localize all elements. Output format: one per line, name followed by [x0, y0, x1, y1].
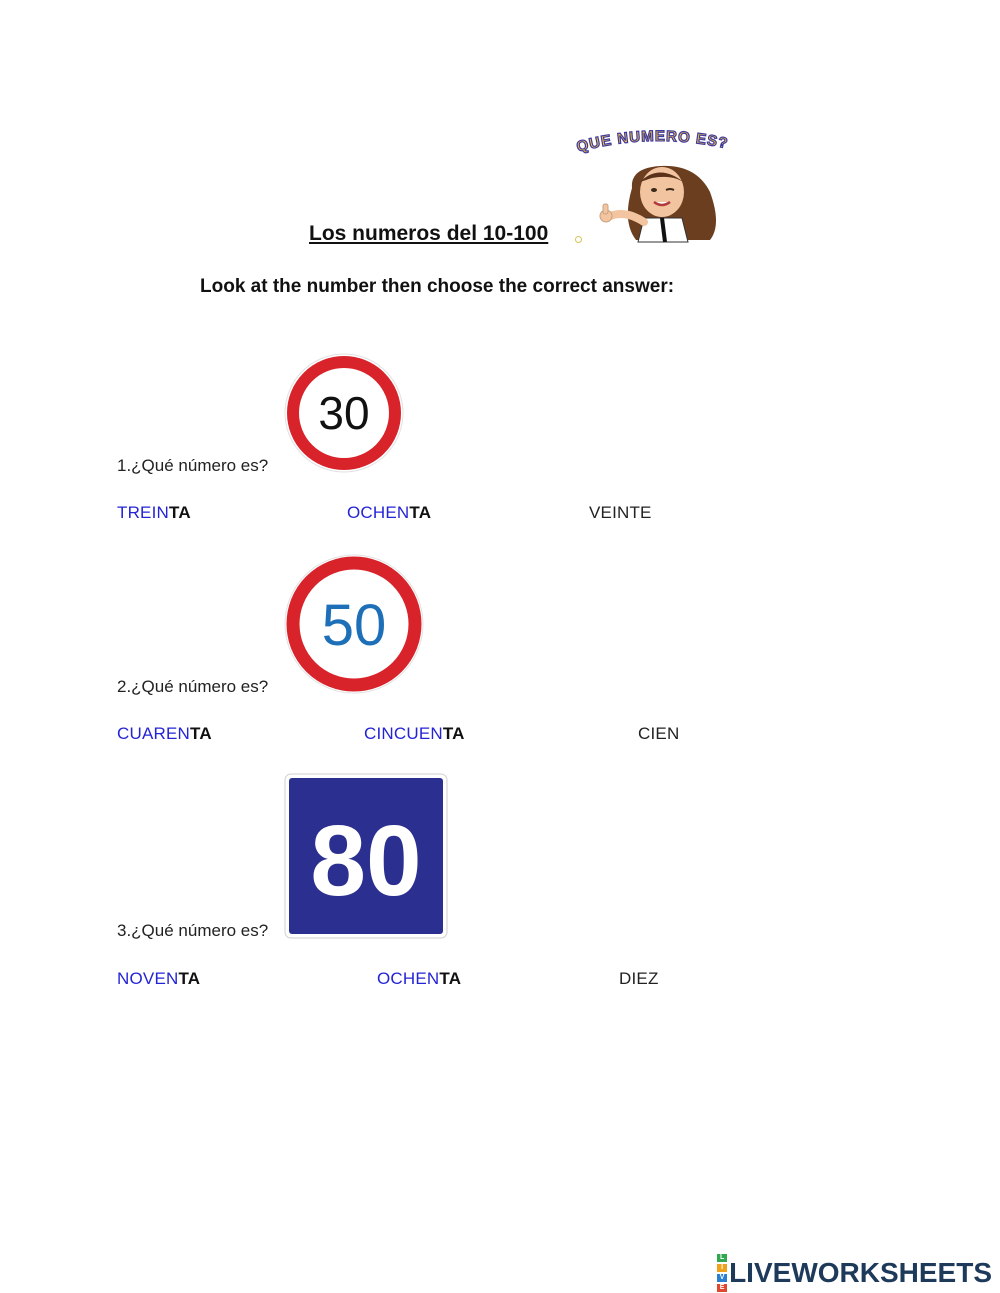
question-prompt: 1.¿Qué número es? — [117, 456, 269, 475]
sign-50-icon — [283, 553, 425, 695]
question-prompt: 2.¿Qué número es? — [117, 677, 269, 696]
answer-option[interactable]: TREINTA — [117, 503, 191, 522]
logo-mark-icon: L I V E — [717, 1253, 727, 1293]
sign-80-icon — [284, 773, 448, 939]
answer-option[interactable]: CIEN — [638, 724, 680, 743]
page-title: Los numeros del 10-100 — [309, 222, 549, 245]
answer-option[interactable]: VEINTE — [589, 503, 652, 522]
logo-text: LIVEWORKSHEETS — [729, 1257, 992, 1288]
badge-text: QUE NUMERO ES? — [574, 130, 730, 156]
liveworksheets-logo[interactable] — [717, 1253, 992, 1293]
question-prompt: 3.¿Qué número es? — [117, 921, 269, 940]
header-illustration — [570, 130, 770, 250]
sign-number: 50 — [321, 593, 387, 658]
sign-30-icon — [283, 352, 405, 474]
instructions: Look at the number then choose the correct answer: — [200, 276, 675, 297]
teacher-avatar — [600, 166, 716, 242]
answer-option[interactable]: DIEZ — [619, 969, 659, 988]
answer-option[interactable]: OCHENTA — [347, 503, 432, 522]
decorative-dot — [575, 236, 582, 243]
sign-number: 30 — [318, 387, 370, 439]
answer-option[interactable]: NOVENTA — [117, 969, 201, 988]
answer-option[interactable]: OCHENTA — [377, 969, 462, 988]
sign-number: 80 — [310, 805, 422, 917]
answer-option[interactable]: CINCUENTA — [364, 724, 465, 743]
answer-option[interactable]: CUARENTA — [117, 724, 212, 743]
